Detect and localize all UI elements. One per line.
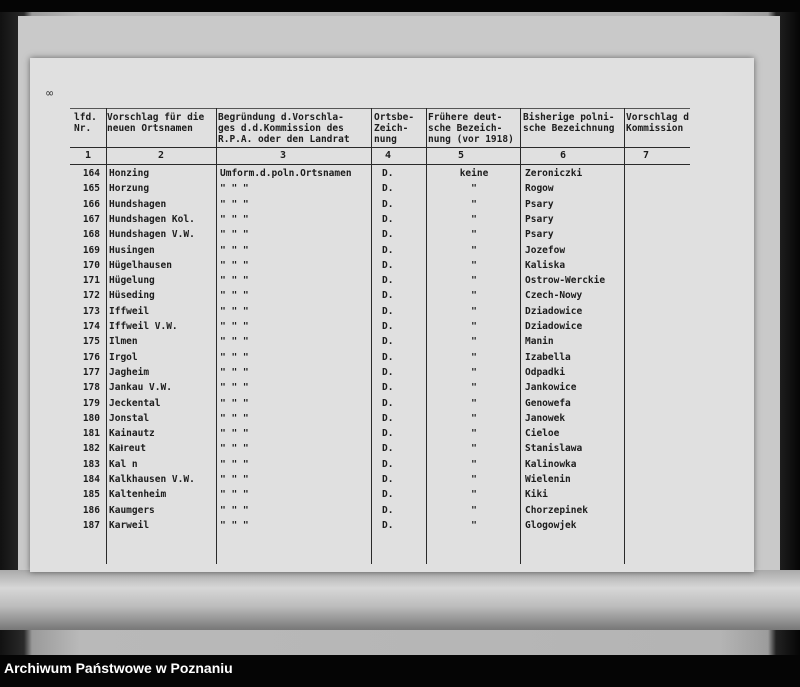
new-place-name: Hüseding <box>109 290 155 302</box>
new-place-name: Kalkhausen V.W. <box>109 474 195 485</box>
new-place-name: Iffweil <box>109 305 150 317</box>
former-german-name: " <box>471 244 477 256</box>
row-number: 164 <box>82 168 100 179</box>
column-number: 5 <box>458 150 465 161</box>
document-sheet <box>30 58 754 572</box>
film-edge-bottom <box>0 570 800 630</box>
reason-text: " " " <box>220 519 249 531</box>
former-german-name: " <box>471 382 477 394</box>
table-row <box>30 503 754 518</box>
reason-text: " " " <box>220 382 249 394</box>
table-row <box>30 273 754 288</box>
former-german-name: " <box>471 321 477 332</box>
table-row <box>30 487 754 502</box>
former-german-name: " <box>471 198 477 210</box>
reason-text: " " " <box>220 290 249 302</box>
row-number: 187 <box>82 519 100 531</box>
polish-name: Izabella <box>525 351 571 363</box>
reason-text: " " " <box>220 213 249 225</box>
new-place-name: Hügelhausen <box>109 259 172 271</box>
new-place-name: Hundshagen Kol. <box>109 213 195 225</box>
designation: D. <box>382 244 394 256</box>
new-place-name: Jagheim <box>109 366 150 378</box>
former-german-name: keine <box>459 168 489 179</box>
new-place-name: Jeckental <box>109 397 161 409</box>
polish-name: Odpadki <box>525 366 566 378</box>
row-number: 182 <box>82 443 100 455</box>
header-col-3: Begründung d.Vorschla- ges d.d.Kommission des R.P.A. oder den Landrat <box>218 112 350 145</box>
former-german-name: " <box>471 229 477 241</box>
designation: D. <box>382 474 394 485</box>
pencil-mark-icon: ∞ <box>46 86 54 100</box>
row-number: 184 <box>82 474 100 485</box>
polish-name: Psary <box>525 229 554 241</box>
row-number: 176 <box>82 351 100 363</box>
table-row <box>30 472 754 487</box>
reason-text: " " " <box>220 321 249 332</box>
column-number: 2 <box>158 150 165 161</box>
former-german-name: " <box>471 336 477 348</box>
table-row <box>30 304 754 319</box>
table-row <box>30 334 754 349</box>
table-row <box>30 380 754 395</box>
row-number: 183 <box>82 458 100 470</box>
reason-text: " " " <box>220 366 249 378</box>
polish-name: Jozefow <box>525 244 566 256</box>
header-col-5: Frühere deut- sche Bezeich- nung (vor 1918) <box>428 112 514 145</box>
table-row <box>30 365 754 380</box>
designation: D. <box>382 321 394 332</box>
reason-text: " " " <box>220 504 249 516</box>
new-place-name: Kaumgers <box>109 504 155 516</box>
former-german-name: " <box>471 474 477 485</box>
reason-text: " " " <box>220 474 249 485</box>
table-row <box>30 396 754 411</box>
designation: D. <box>382 183 394 195</box>
former-german-name: " <box>471 290 477 302</box>
column-number: 6 <box>560 150 567 161</box>
reason-text: " " " <box>220 489 249 501</box>
polish-name: Cieloe <box>525 428 560 440</box>
reason-text: " " " <box>220 275 249 287</box>
row-number: 169 <box>82 244 100 256</box>
designation: D. <box>382 412 394 424</box>
reason-text: " " " <box>220 351 249 363</box>
new-place-name: Kainautz <box>109 428 155 440</box>
table-row <box>30 457 754 472</box>
table-row <box>30 258 754 273</box>
table-row <box>30 426 754 441</box>
new-place-name: Ilmen <box>109 336 138 348</box>
new-place-name: Horzung <box>109 183 150 195</box>
new-place-name: Karweil <box>109 519 150 531</box>
polish-name: Glogowjek <box>525 519 577 531</box>
archive-caption: Archiwum Państwowe w Poznaniu <box>4 660 233 676</box>
new-place-name: Hundshagen V.W. <box>109 229 195 241</box>
table-row <box>30 212 754 227</box>
designation: D. <box>382 504 394 516</box>
reason-text: " " " <box>220 336 249 348</box>
column-number: 1 <box>85 150 92 161</box>
designation: D. <box>382 168 394 179</box>
former-german-name: " <box>471 443 477 455</box>
rule-top <box>70 108 690 109</box>
former-german-name: " <box>471 213 477 225</box>
header-col-2: Vorschlag für die neuen Ortsnamen <box>107 112 205 134</box>
reason-text: " " " <box>220 259 249 271</box>
former-german-name: " <box>471 489 477 501</box>
row-number: 175 <box>82 336 100 348</box>
reason-text: " " " <box>220 229 249 241</box>
polish-name: Rogow <box>525 183 554 195</box>
row-number: 180 <box>82 412 100 424</box>
table-row <box>30 243 754 258</box>
designation: D. <box>382 305 394 317</box>
row-number: 171 <box>82 275 100 287</box>
new-place-name: Iffweil V.W. <box>109 321 178 332</box>
polish-name: Wielenin <box>525 474 571 485</box>
new-place-name: Honzing <box>109 168 150 179</box>
designation: D. <box>382 275 394 287</box>
table-row <box>30 166 754 181</box>
row-number: 186 <box>82 504 100 516</box>
new-place-name: Hügelung <box>109 275 155 287</box>
table-row <box>30 350 754 365</box>
header-col-4: Ortsbe- Zeich- nung <box>374 112 415 145</box>
row-number: 168 <box>82 229 100 241</box>
row-number: 178 <box>82 382 100 394</box>
row-number: 166 <box>82 198 100 210</box>
designation: D. <box>382 229 394 241</box>
column-number: 7 <box>643 150 650 161</box>
polish-name: Jankowice <box>525 382 577 394</box>
new-place-name: Jankau V.W. <box>109 382 172 394</box>
former-german-name: " <box>471 305 477 317</box>
new-place-name: Jonstal <box>109 412 150 424</box>
polish-name: Genowefa <box>525 397 571 409</box>
former-german-name: " <box>471 259 477 271</box>
reason-text: " " " <box>220 183 249 195</box>
designation: D. <box>382 443 394 455</box>
row-number: 173 <box>82 305 100 317</box>
former-german-name: " <box>471 275 477 287</box>
reason-text: " " " <box>220 428 249 440</box>
polish-name: Psary <box>525 198 554 210</box>
former-german-name: " <box>471 504 477 516</box>
designation: D. <box>382 382 394 394</box>
table-row <box>30 319 754 334</box>
row-number: 177 <box>82 366 100 378</box>
new-place-name: Kal n <box>109 458 138 470</box>
row-number: 165 <box>82 183 100 195</box>
former-german-name: " <box>471 397 477 409</box>
polish-name: Janowek <box>525 412 566 424</box>
column-number: 3 <box>280 150 287 161</box>
designation: D. <box>382 198 394 210</box>
new-place-name: Husingen <box>109 244 155 256</box>
film-edge-top <box>0 0 800 12</box>
designation: D. <box>382 351 394 363</box>
row-number: 172 <box>82 290 100 302</box>
rule-header <box>70 147 690 148</box>
polish-name: Psary <box>525 213 554 225</box>
designation: D. <box>382 397 394 409</box>
rule-colnums <box>70 164 690 165</box>
reason-text: " " " <box>220 412 249 424</box>
polish-name: Kiki <box>525 489 548 501</box>
reason-text: " " " <box>220 397 249 409</box>
column-number: 4 <box>385 150 392 161</box>
table-row <box>30 441 754 456</box>
reason-text: " " " <box>220 198 249 210</box>
polish-name: Kaliska <box>525 259 566 271</box>
new-place-name: Irgol <box>109 351 138 363</box>
reason-text: " " " <box>220 443 249 455</box>
table-row <box>30 518 754 533</box>
former-german-name: " <box>471 428 477 440</box>
polish-name: Czech-Nowy <box>525 290 583 302</box>
former-german-name: " <box>471 366 477 378</box>
former-german-name: " <box>471 458 477 470</box>
designation: D. <box>382 213 394 225</box>
polish-name: Ostrow-Werckie <box>525 275 606 287</box>
former-german-name: " <box>471 519 477 531</box>
header-col-7: Vorschlag d Kommission <box>626 112 689 134</box>
table-row <box>30 411 754 426</box>
polish-name: Dziadowice <box>525 321 583 332</box>
designation: D. <box>382 489 394 501</box>
designation: D. <box>382 519 394 531</box>
former-german-name: " <box>471 183 477 195</box>
designation: D. <box>382 366 394 378</box>
table-row <box>30 181 754 196</box>
header-col-6: Bisherige polni- sche Bezeichnung <box>523 112 615 134</box>
header-col-1: lfd. Nr. <box>74 112 97 134</box>
designation: D. <box>382 259 394 271</box>
designation: D. <box>382 290 394 302</box>
reason-text: " " " <box>220 305 249 317</box>
polish-name: Stanislawa <box>525 443 583 455</box>
reason-text: Umform.d.poln.Ortsnamen <box>220 168 352 179</box>
row-number: 179 <box>82 397 100 409</box>
former-german-name: " <box>471 351 477 363</box>
row-number: 167 <box>82 213 100 225</box>
designation: D. <box>382 458 394 470</box>
row-number: 185 <box>82 489 100 501</box>
polish-name: Chorzepinek <box>525 504 588 516</box>
designation: D. <box>382 336 394 348</box>
new-place-name: Hundshagen <box>109 198 167 210</box>
polish-name: Dziadowice <box>525 305 583 317</box>
new-place-name: Kaⱡreut <box>109 443 146 455</box>
polish-name: Manin <box>525 336 554 348</box>
table-row <box>30 288 754 303</box>
table-row <box>30 197 754 212</box>
row-number: 174 <box>82 321 100 332</box>
reason-text: " " " <box>220 244 249 256</box>
polish-name: Zeroniczki <box>525 168 583 179</box>
row-number: 170 <box>82 259 100 271</box>
reason-text: " " " <box>220 458 249 470</box>
former-german-name: " <box>471 412 477 424</box>
polish-name: Kalinowka <box>525 458 577 470</box>
row-number: 181 <box>82 428 100 440</box>
new-place-name: Kaltenheim <box>109 489 167 501</box>
designation: D. <box>382 428 394 440</box>
table-row <box>30 227 754 242</box>
